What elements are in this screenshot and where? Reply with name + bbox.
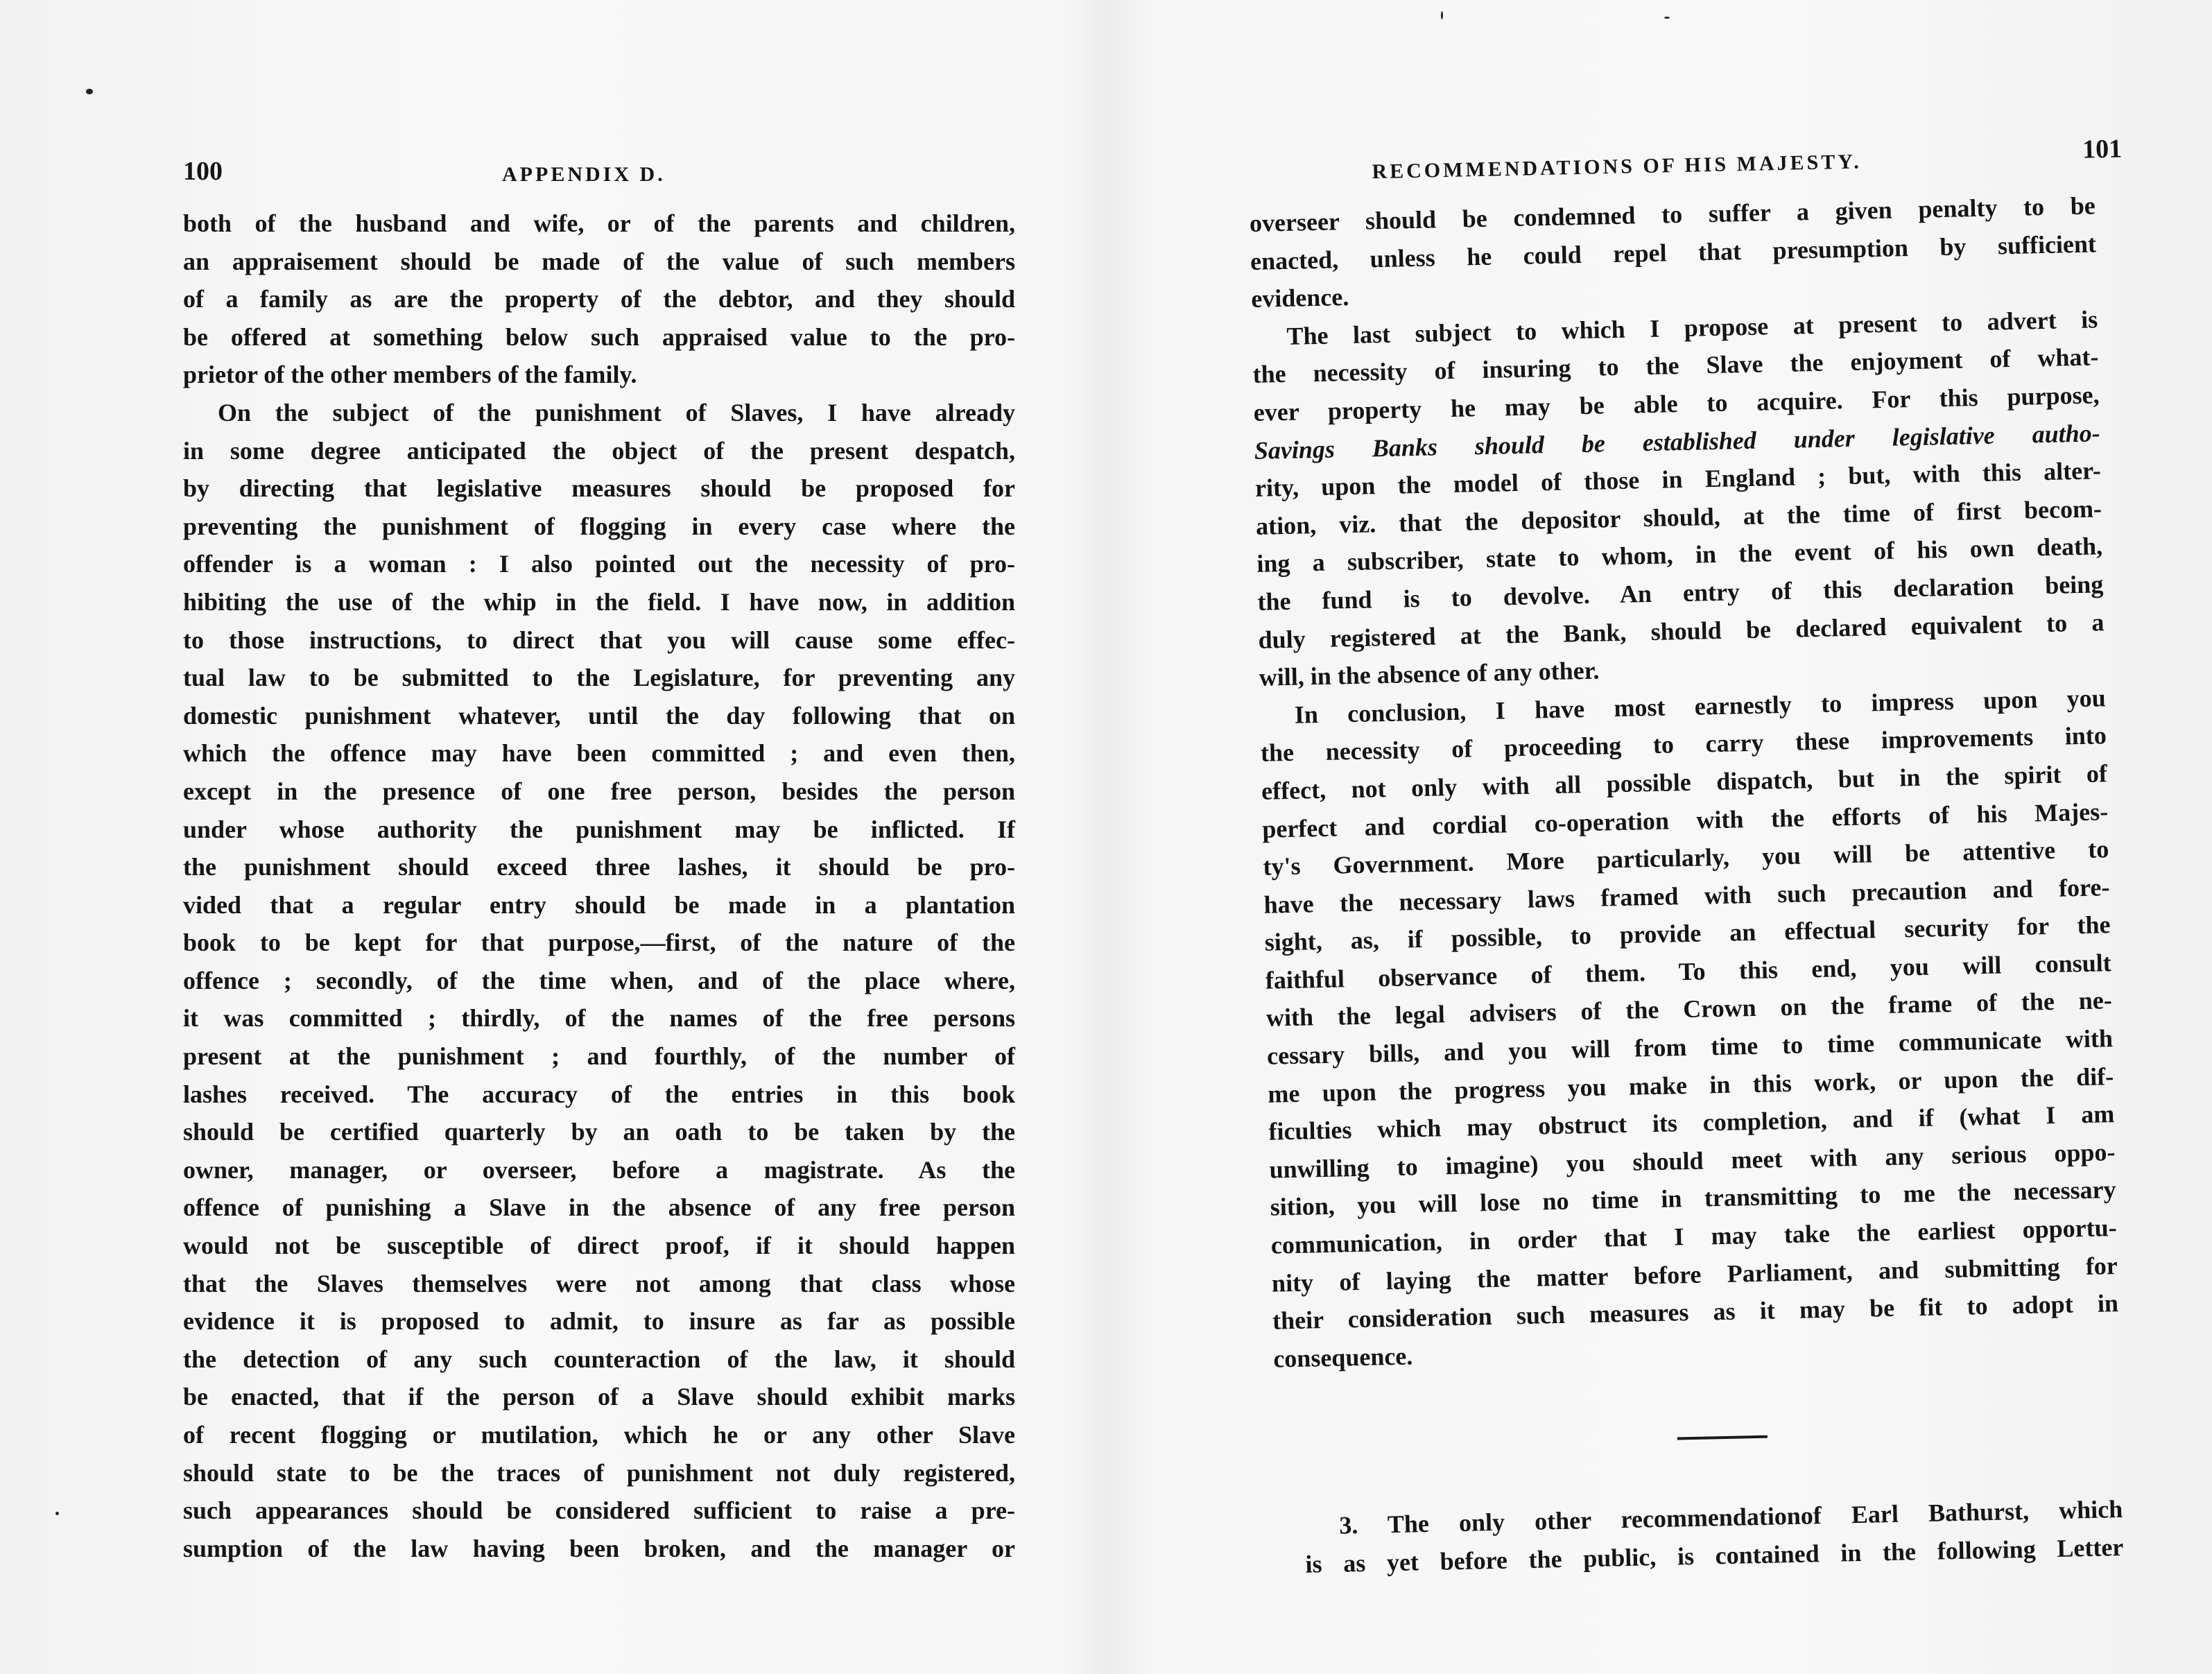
text-line: ever property he may be able to acquire. For this purpose, [1253,381,2100,426]
scan-speck [1664,17,1670,19]
right-page-number: 101 [2082,134,2123,164]
text-line: effect, not only with all possible dispatch, but in the spirit of [1261,759,2108,805]
text-line: Savings Banks should be established under legislative autho- [1254,418,2101,465]
text-line: overseer should be condemned to suffer a given penalty to be [1249,191,2096,237]
text-line: their consideration such measures as it may be fit to adopt in [1272,1289,2119,1335]
text-line: On the subject of the punishment of Slaves, I have already [218,398,1015,426]
text-line: to those instructions, to direct that you will cause some effec- [183,625,1015,654]
text-line: communication, in order that I may take the earliest opportu- [1270,1214,2118,1259]
text-line: sumption of the law having been broken, and the manager or [183,1534,1015,1562]
text-line: domestic punishment whatever, until the day following that on [183,701,1015,730]
text-line: The last subject to which I propose at present to advert is [1286,305,2098,350]
text-line: evidence. [1250,283,1349,313]
left-running-title: APPENDIX D. [502,163,666,186]
text-line: that the Slaves themselves were not among that class whose [183,1269,1015,1297]
text-line: vided that a regular entry should be made in a plantation [183,890,1015,919]
text-line: should be certified quarterly by an oath to be taken by the [183,1118,1015,1146]
text-line: book to be kept for that purpose,—first, of the nature of the [183,929,1015,957]
text-line: lashes received. The accuracy of the entries in this book [183,1080,1015,1108]
right-page-after-rule [1304,1490,2124,1583]
text-line: have the necessary laws framed with such precaution and fore- [1263,872,2110,919]
text-line: enacted, unless he could repel that presumption by sufficient [1250,230,2097,275]
text-line: is as yet before the public, is contained in the following Letter [1305,1533,2124,1578]
text-line: 3. The only other recommendationof Earl Bathurst, which [1338,1495,2123,1539]
text-line: In conclusion, I have most earnestly to impress upon you [1294,683,2107,729]
text-line: offence of punishing a Slave in the absence of any free person [183,1193,1015,1222]
right-page-text [1249,187,2119,1378]
text-line: ty's Government. More particularly, you will be attentive to [1263,835,2109,881]
section-rule [1677,1435,1768,1440]
text-line: tual law to be submitted to the Legislature, for preventing any [183,664,1015,692]
text-line: which the offence may have been committed ; and even then, [183,739,1015,768]
text-line: sition, you will lose no time in transmitting to me the necessary [1270,1175,2116,1222]
text-line: be offered at something below such appraised value to the pro- [183,322,1015,351]
text-line: sight, as, if possible, to provide an effectual security for the [1264,911,2111,957]
text-line: ation, viz. that the depositor should, at the time of first becom- [1255,494,2102,540]
text-line: perfect and cordial co-operation with the efforts of his Majes- [1261,797,2109,843]
text-line: consequence. [1272,1342,1413,1373]
left-page-text [183,205,1015,1567]
scan-speck [86,89,93,94]
text-line: the detection of any such counteraction of the law, it should [183,1345,1015,1373]
right-page [1248,134,2148,1578]
text-line: duly registered at the Bank, should be declared equivalent to a [1258,607,2105,654]
text-line: should state to be the traces of punishment not duly registered, [183,1458,1015,1487]
text-line: preventing the punishment of flogging in every case where the [183,512,1015,540]
text-line: owner, manager, or overseer, before a magistrate. As the [183,1155,1015,1184]
text-line: hibiting the use of the whip in the field. I have now, in addition [183,587,1015,616]
text-line: offence ; secondly, of the time when, and of the place where, [183,966,1015,994]
text-line: with the legal advisers of the Crown on the frame of the ne- [1265,986,2113,1033]
text-line: will, in the absence of any other. [1259,656,1600,691]
text-line: faithful observance of them. To this end, you will consult [1265,949,2112,994]
text-line: evidence it is proposed to admit, to insure as far as possible [183,1307,1015,1336]
text-line: by directing that legislative measures should be proposed for [183,474,1015,503]
text-line: of recent flogging or mutilation, which he or any other Slave [183,1421,1015,1449]
text-line: unwilling to imagine) you should meet with any serious oppo- [1269,1137,2116,1184]
text-line: ficulties which may obstruct its completion, and if (what I am [1268,1100,2115,1146]
scan-speck [55,1512,59,1515]
left-page [183,156,1015,1567]
text-line: under whose authority the punishment may be inflicted. If [183,815,1015,843]
text-line: it was committed ; thirdly, of the names of the free persons [183,1004,1015,1033]
left-running-head [183,156,1015,205]
left-page-number: 100 [183,157,223,186]
text-line: such appearances should be considered sufficient to raise a pre- [183,1496,1015,1525]
text-line: the necessity of proceeding to carry these improvements into [1260,721,2107,768]
right-running-title: RECOMMENDATIONS OF HIS MAJESTY. [1372,150,1863,184]
text-line: cessary bills, and you will from time to time communicate with [1266,1024,2114,1070]
text-line: would not be susceptible of direct proof, if it should happen [183,1232,1015,1260]
text-line: prietor of the other members of the family. [183,361,637,389]
text-line: rity, upon the model of those in England ; but, with this alter- [1254,456,2102,503]
text-line: ing a subscriber, state to whom, in the event of his own death, [1256,532,2103,578]
text-line: offender is a woman : I also pointed out the necessity of pro- [183,550,1015,578]
scan-speck [1441,11,1443,19]
text-line: the punishment should exceed three lashes, it should be pro- [183,853,1015,881]
text-line: present at the punishment ; and fourthly, of the number of [183,1042,1015,1071]
text-line: the necessity of insuring to the Slave the enjoyment of what- [1252,343,2099,389]
text-line: in some degree anticipated the object of the present despatch, [183,436,1015,465]
text-line: both of the husband and wife, or of the parents and children, [183,209,1015,237]
text-line: nity of laying the matter before Parliament, and submitting for [1271,1251,2118,1297]
text-line: the fund is to devolve. An entry of this declaration being [1257,570,2104,616]
text-line: except in the presence of one free person, besides the person [183,777,1015,805]
text-line: an appraisement should be made of the value of such members [183,247,1015,275]
text-line: of a family as are the property of the debtor, and they should [183,285,1015,313]
text-line: me upon the progress you make in this work, or upon the dif- [1267,1062,2114,1108]
text-line: be enacted, that if the person of a Slave should exhibit marks [183,1383,1015,1411]
